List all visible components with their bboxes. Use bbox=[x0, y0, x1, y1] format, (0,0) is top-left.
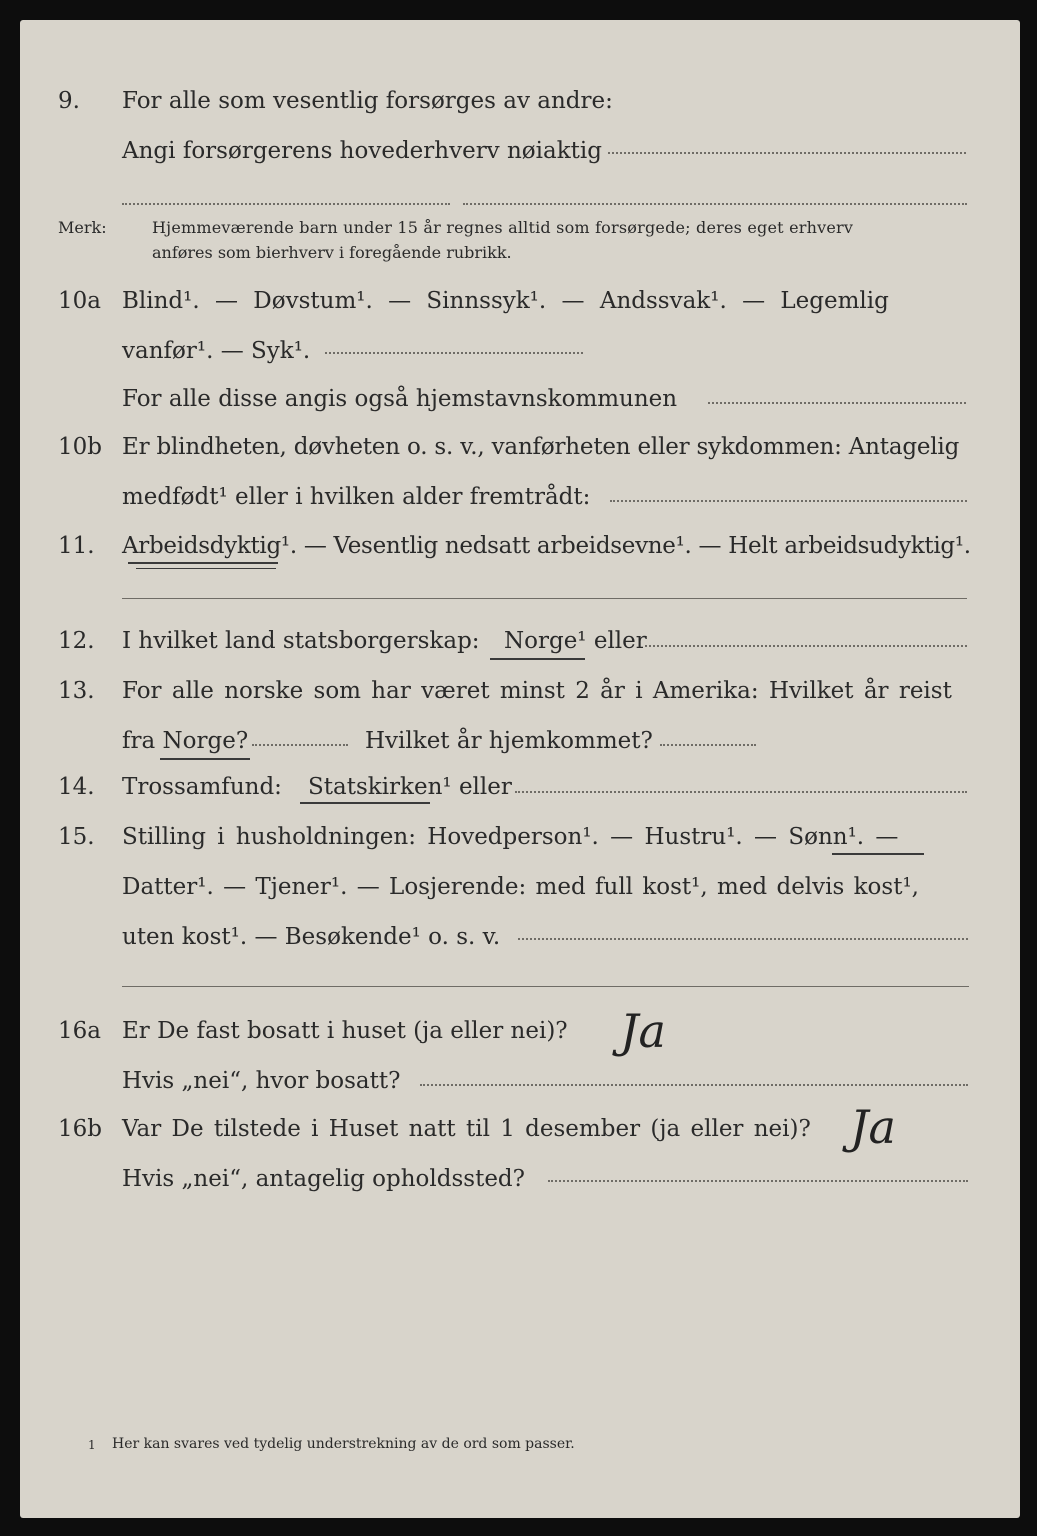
q11-answer-line[interactable] bbox=[122, 598, 967, 599]
q11-number: 11. bbox=[58, 533, 95, 559]
footnote-mark: 1 bbox=[88, 1438, 96, 1452]
q13-number: 13. bbox=[58, 678, 95, 704]
q9-answer-field-2b[interactable] bbox=[463, 203, 967, 205]
q15-answer-field[interactable] bbox=[518, 938, 968, 940]
q16a-handwritten-answer: Ja bbox=[620, 1004, 666, 1058]
q13-line1: For alle norske som har været minst 2 år i Amerika: Hvilket år reist bbox=[122, 678, 952, 704]
q13-hjemkommet-field[interactable] bbox=[660, 744, 756, 746]
q12-norge: Norge¹ eller bbox=[504, 628, 647, 654]
q11-underline-mark-2 bbox=[136, 568, 276, 569]
q9-answer-field-2a[interactable] bbox=[122, 203, 450, 205]
q16b-line1: Var De tilstede i Huset natt til 1 desember (ja eller nei)? bbox=[122, 1116, 811, 1142]
q9-line2: Angi forsørgerens hovederhverv nøiaktig bbox=[122, 138, 602, 164]
q16a-line2: Hvis „nei“, hvor bosatt? bbox=[122, 1068, 401, 1094]
q15-line1: Stilling i husholdningen: Hovedperson¹. — Hustru¹. — Sønn¹. — bbox=[122, 824, 899, 850]
merk-label: Merk: bbox=[58, 218, 107, 237]
q15-line3: uten kost¹. — Besøkende¹ o. s. v. bbox=[122, 924, 501, 950]
q15-line2: Datter¹. — Tjener¹. — Losjerende: med full kost¹, med delvis kost¹, bbox=[122, 874, 919, 900]
merk-line2: anføres som bierhverv i foregående rubrikk. bbox=[152, 243, 512, 262]
q14-line1: Trossamfund: bbox=[122, 774, 282, 800]
q14-underline-mark bbox=[300, 802, 430, 804]
q14-number: 14. bbox=[58, 774, 95, 800]
q14-statskirken: Statskirken¹ eller bbox=[308, 774, 512, 800]
q11-line1: Arbeidsdyktig¹. — Vesentlig nedsatt arbeidsevne¹. — Helt arbeidsudyktig¹. bbox=[122, 533, 971, 559]
q13-underline-mark bbox=[160, 758, 250, 760]
q16a-line1: Er De fast bosatt i huset (ja eller nei)? bbox=[122, 1018, 568, 1044]
q12-line1: I hvilket land statsborgerskap: bbox=[122, 628, 480, 654]
q14-answer-field[interactable] bbox=[515, 791, 967, 793]
q9-number: 9. bbox=[58, 88, 80, 114]
q15-underline-mark bbox=[832, 853, 924, 855]
merk-line1: Hjemmeværende barn under 15 år regnes alltid som forsørgede; deres eget erhverv bbox=[152, 218, 854, 237]
q16b-number: 16b bbox=[58, 1116, 102, 1142]
q10b-line1: Er blindheten, døvheten o. s. v., vanførheten eller sykdommen: Antagelig bbox=[122, 434, 960, 460]
q9-line1: For alle som vesentlig forsørges av andre: bbox=[122, 88, 613, 114]
q11-underline-mark bbox=[128, 562, 278, 564]
q16b-answer-field[interactable] bbox=[548, 1180, 968, 1182]
q10a-number: 10a bbox=[58, 288, 101, 314]
q10a-line2: vanfør¹. — Syk¹. bbox=[122, 338, 311, 364]
q16a-answer-field[interactable] bbox=[420, 1084, 968, 1086]
q16a-number: 16a bbox=[58, 1018, 101, 1044]
q15-answer-line[interactable] bbox=[122, 986, 969, 987]
footnote-text: Her kan svares ved tydelig understrekning av de ord som passer. bbox=[112, 1436, 575, 1452]
q12-underline-mark bbox=[490, 658, 585, 660]
q10b-number: 10b bbox=[58, 434, 102, 460]
q9-answer-field[interactable] bbox=[608, 152, 966, 154]
q12-number: 12. bbox=[58, 628, 95, 654]
q10b-line2: medfødt¹ eller i hvilken alder fremtrådt: bbox=[122, 484, 591, 510]
q10a-answer-field[interactable] bbox=[325, 352, 583, 354]
q10a-line3: For alle disse angis også hjemstavnskommunen bbox=[122, 386, 678, 412]
q10a-hjemstavn-field[interactable] bbox=[708, 402, 966, 404]
q16b-handwritten-answer: Ja bbox=[850, 1100, 896, 1154]
q10a-line1: Blind¹. — Døvstum¹. — Sinnssyk¹. — Andssvak¹. — Legemlig bbox=[122, 288, 889, 314]
q10b-answer-field[interactable] bbox=[610, 500, 967, 502]
q13-line2a: fra Norge? bbox=[122, 728, 249, 754]
q13-reist-field[interactable] bbox=[252, 744, 348, 746]
q16b-line2: Hvis „nei“, antagelig opholdssted? bbox=[122, 1166, 525, 1192]
q12-answer-field[interactable] bbox=[645, 645, 967, 647]
q13-line2b: Hvilket år hjemkommet? bbox=[365, 728, 653, 754]
q15-number: 15. bbox=[58, 824, 95, 850]
